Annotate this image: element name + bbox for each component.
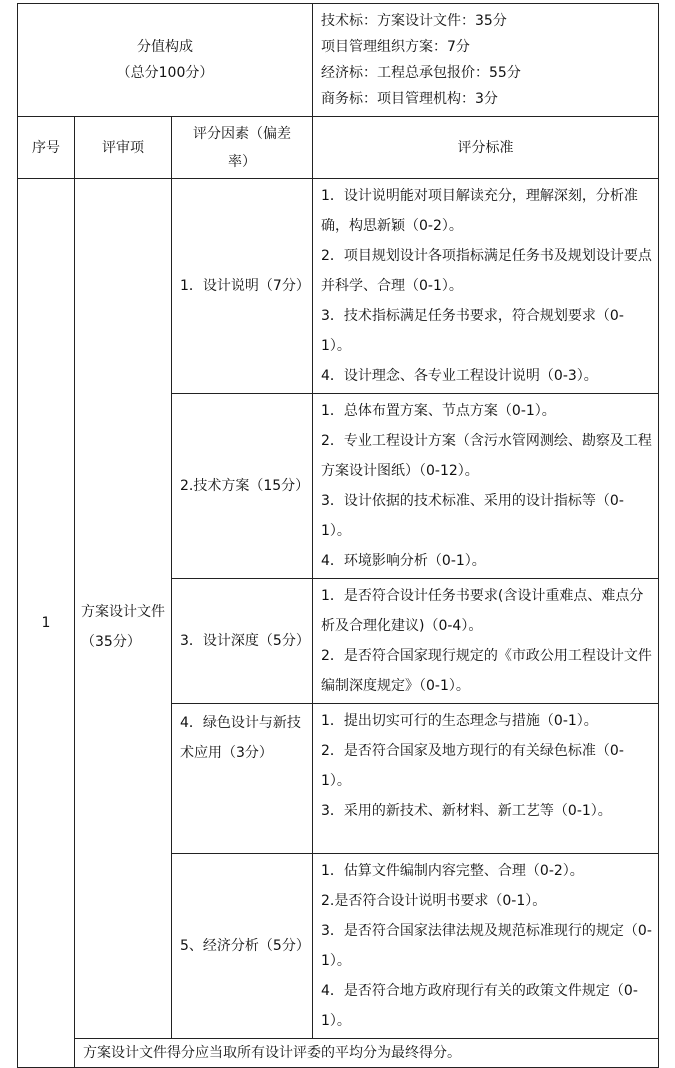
criteria-line: 1．设计说明能对项目解读充分，理解深刻，分析准确，构思新颖（0-2）。 [321, 188, 638, 234]
criteria-line: 1．估算文件编制内容完整、合理（0-2）。 [321, 863, 584, 879]
score-title: 分值构成 [137, 39, 193, 55]
footer-note: 方案设计文件得分应当取所有设计评委的平均分为最终得分。 [75, 1039, 659, 1068]
score-composition-label [18, 4, 313, 117]
criteria-line: 3．技术指标满足任务书要求，符合规划要求（0-1）。 [321, 308, 624, 354]
criteria-cell [313, 179, 659, 394]
criteria-line: 2.是否符合设计说明书要求（0-1）。 [321, 893, 547, 909]
factor-cell: 1．设计说明（7分） [172, 179, 313, 394]
table-row [18, 179, 659, 394]
factor-cell: 4．绿色设计与新技术应用（3分） [172, 704, 313, 854]
criteria-line: 2．项目规划设计各项指标满足任务书及规划设计要点并科学、合理（0-1）。 [321, 248, 652, 294]
criteria-cell [313, 579, 659, 704]
score-total: （总分100分） [116, 65, 214, 81]
factor-cell: 2.技术方案（15分） [172, 394, 313, 579]
factor-cell: 5、经济分析（5分） [172, 854, 313, 1039]
criteria-line: 3．采用的新技术、新材料、新工艺等（0-1）。 [321, 803, 612, 819]
criteria-line: 2．专业工程设计方案（含污水管网测绘、勘察及工程方案设计图纸）（0-12）。 [321, 433, 652, 479]
factor-cell: 3．设计深度（5分） [172, 579, 313, 704]
column-header-row [18, 117, 659, 179]
criteria-cell [313, 854, 659, 1039]
row-item: 方案设计文件（35分） [75, 179, 172, 1039]
criteria-cell [313, 704, 659, 854]
criteria-line: 4．设计理念、各专业工程设计说明（0-3）。 [321, 368, 598, 384]
criteria-line: 1．提出切实可行的生态理念与措施（0-1）。 [321, 713, 598, 729]
header-item: 评审项 [75, 117, 172, 179]
criteria-line: 2．是否符合国家现行规定的《市政公用工程设计文件编制深度规定》（0-1）。 [321, 648, 652, 694]
header-factor: 评分因素（偏差率） [172, 117, 313, 179]
composition-item: 技术标：方案设计文件：35分 [321, 13, 507, 29]
composition-item: 经济标：工程总承包报价：55分 [321, 65, 521, 81]
criteria-line: 3．是否符合国家法律法规及规范标准现行的规定（0-1）。 [321, 923, 652, 969]
criteria-line: 1．总体布置方案、节点方案（0-1）。 [321, 403, 556, 419]
criteria-line: 2．是否符合国家及地方现行的有关绿色标准（0-1）。 [321, 743, 624, 789]
composition-item: 商务标：项目管理机构：3分 [321, 91, 498, 107]
criteria-line: 4．环境影响分析（0-1）。 [321, 553, 486, 569]
score-composition-row [18, 4, 659, 117]
criteria-line: 4．是否符合地方政府现行有关的政策文件规定（0-1）。 [321, 983, 638, 1029]
criteria-cell [313, 394, 659, 579]
score-composition-list [313, 4, 659, 117]
criteria-line: 1．是否符合设计任务书要求(含设计重难点、难点分析及合理化建议)（0-4）。 [321, 588, 644, 634]
header-criteria: 评分标准 [313, 117, 659, 179]
scoring-table [17, 3, 659, 1068]
footer-row [18, 1039, 659, 1068]
header-seq: 序号 [18, 117, 75, 179]
composition-item: 项目管理组织方案：7分 [321, 39, 470, 55]
row-seq: 1 [18, 179, 75, 1068]
criteria-line: 3．设计依据的技术标准、采用的设计指标等（0-1）。 [321, 493, 624, 539]
